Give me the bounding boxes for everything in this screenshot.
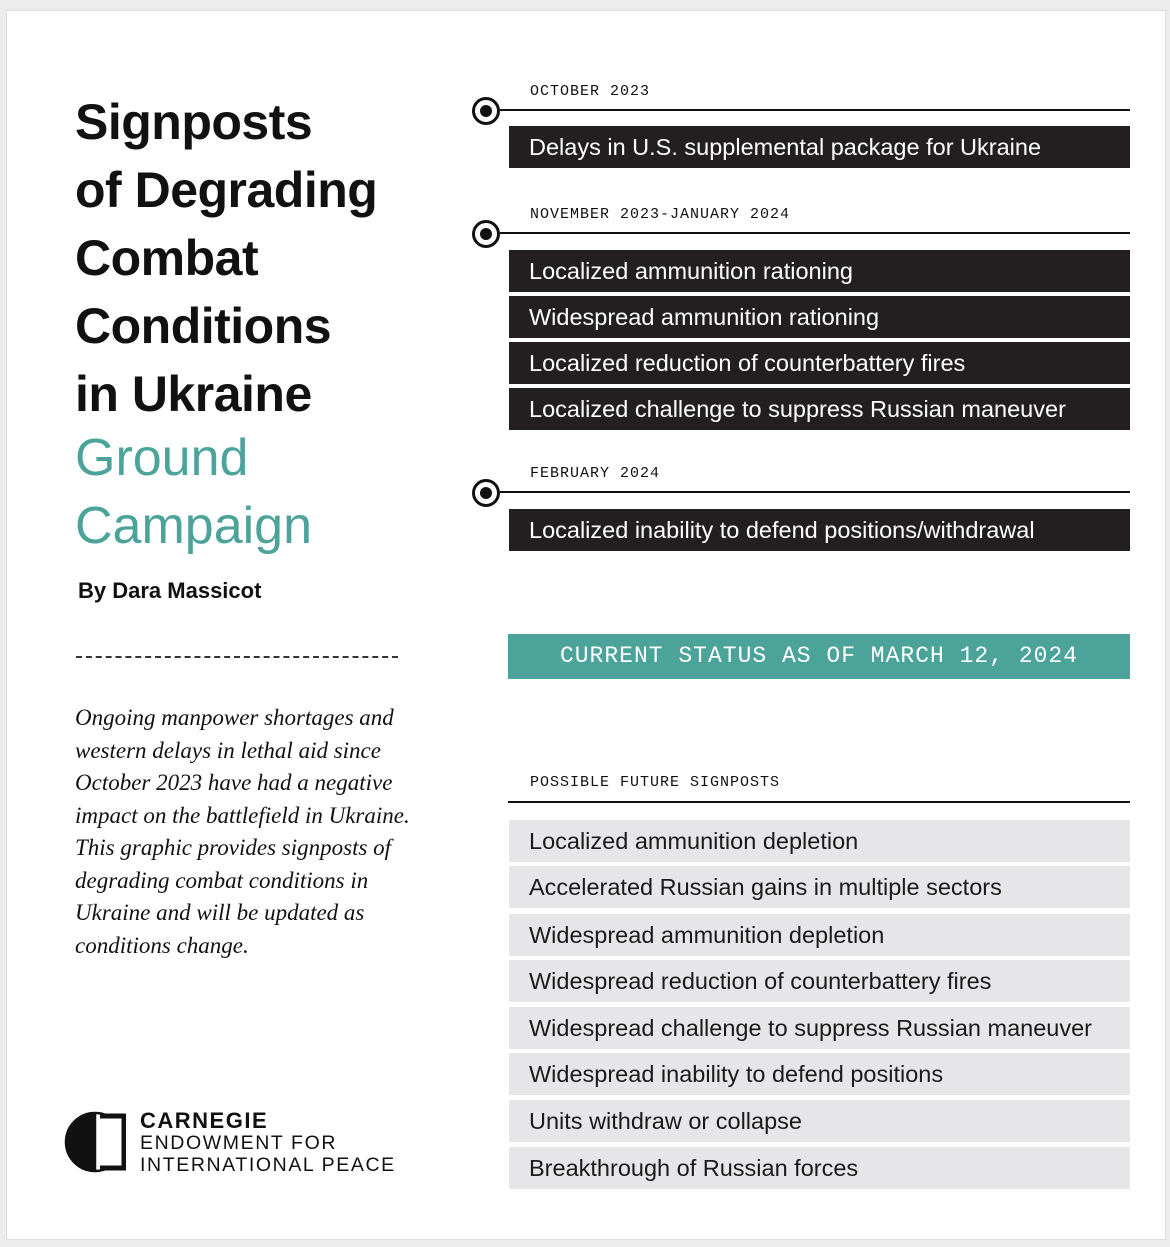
signpost-bar: Localized inability to defend positions/withdrawal — [509, 509, 1130, 551]
future-signpost-bar: Accelerated Russian gains in multiple sectors — [509, 866, 1130, 908]
logo-subtitle-line: INTERNATIONAL PEACE — [140, 1154, 396, 1176]
subtitle-line: Ground — [75, 429, 249, 487]
subtitle-line: Campaign — [75, 497, 313, 555]
timeline-section-nov-2023-jan-2024 — [470, 203, 1130, 433]
current-status-banner: CURRENT STATUS AS OF MARCH 12, 2024 — [508, 634, 1130, 679]
future-signpost-bar: Widespread reduction of counterbattery fires — [509, 960, 1130, 1002]
timeline-marker-icon — [472, 479, 500, 507]
carnegie-logo — [64, 1108, 424, 1178]
timeline-date: NOVEMBER 2023-JANUARY 2024 — [530, 206, 791, 223]
timeline-marker-icon — [472, 97, 500, 125]
dashed-divider — [76, 656, 398, 658]
signpost-bar: Localized ammunition rationing — [509, 250, 1130, 292]
future-signpost-bar: Units withdraw or collapse — [509, 1100, 1130, 1142]
logo-subtitle — [140, 1132, 396, 1176]
byline: By Dara Massicot — [78, 578, 262, 603]
future-signpost-bar: Localized ammunition depletion — [509, 820, 1130, 862]
timeline-date: FEBRUARY 2024 — [530, 465, 661, 482]
timeline-rule — [500, 491, 1130, 493]
timeline-date: OCTOBER 2023 — [530, 83, 651, 100]
carnegie-half-circle-icon — [64, 1110, 126, 1174]
signpost-bar: Localized reduction of counterbattery fires — [509, 342, 1130, 384]
title-line: Signposts — [75, 94, 313, 150]
logo-subtitle-line: ENDOWMENT FOR — [140, 1132, 338, 1154]
title-line: Combat — [75, 230, 259, 286]
title-line: of Degrading — [75, 162, 378, 218]
future-signpost-bar: Widespread inability to defend positions — [509, 1053, 1130, 1095]
future-signposts-label: POSSIBLE FUTURE SIGNPOSTS — [530, 774, 781, 791]
timeline-marker-icon — [472, 220, 500, 248]
timeline-section-february-2024 — [470, 462, 1130, 552]
future-signposts-list — [470, 820, 1130, 1190]
page-subtitle — [75, 424, 312, 560]
signpost-bar: Widespread ammunition rationing — [509, 296, 1130, 338]
page-title — [75, 88, 455, 428]
future-rule — [508, 801, 1130, 803]
future-signpost-bar: Widespread challenge to suppress Russian maneuver — [509, 1007, 1130, 1049]
signpost-bar: Localized challenge to suppress Russian maneuver — [509, 388, 1130, 430]
future-signpost-bar: Breakthrough of Russian forces — [509, 1147, 1130, 1189]
timeline-section-october-2023 — [470, 80, 1130, 170]
signpost-bar: Delays in U.S. supplemental package for Ukraine — [509, 126, 1130, 168]
logo-name: CARNEGIE — [140, 1108, 269, 1133]
future-signpost-bar: Widespread ammunition depletion — [509, 914, 1130, 956]
intro-text: Ongoing manpower shortages and western delays in lethal aid since October 2023 have had a negative impact on the battlefield in Ukraine. This graphic provides signposts of degrading combat conditions in Ukraine and will be updated as conditions change. — [75, 705, 410, 958]
title-line: in Ukraine — [75, 366, 312, 422]
title-line: Conditions — [75, 298, 332, 354]
timeline-rule — [500, 232, 1130, 234]
timeline-rule — [500, 109, 1130, 111]
